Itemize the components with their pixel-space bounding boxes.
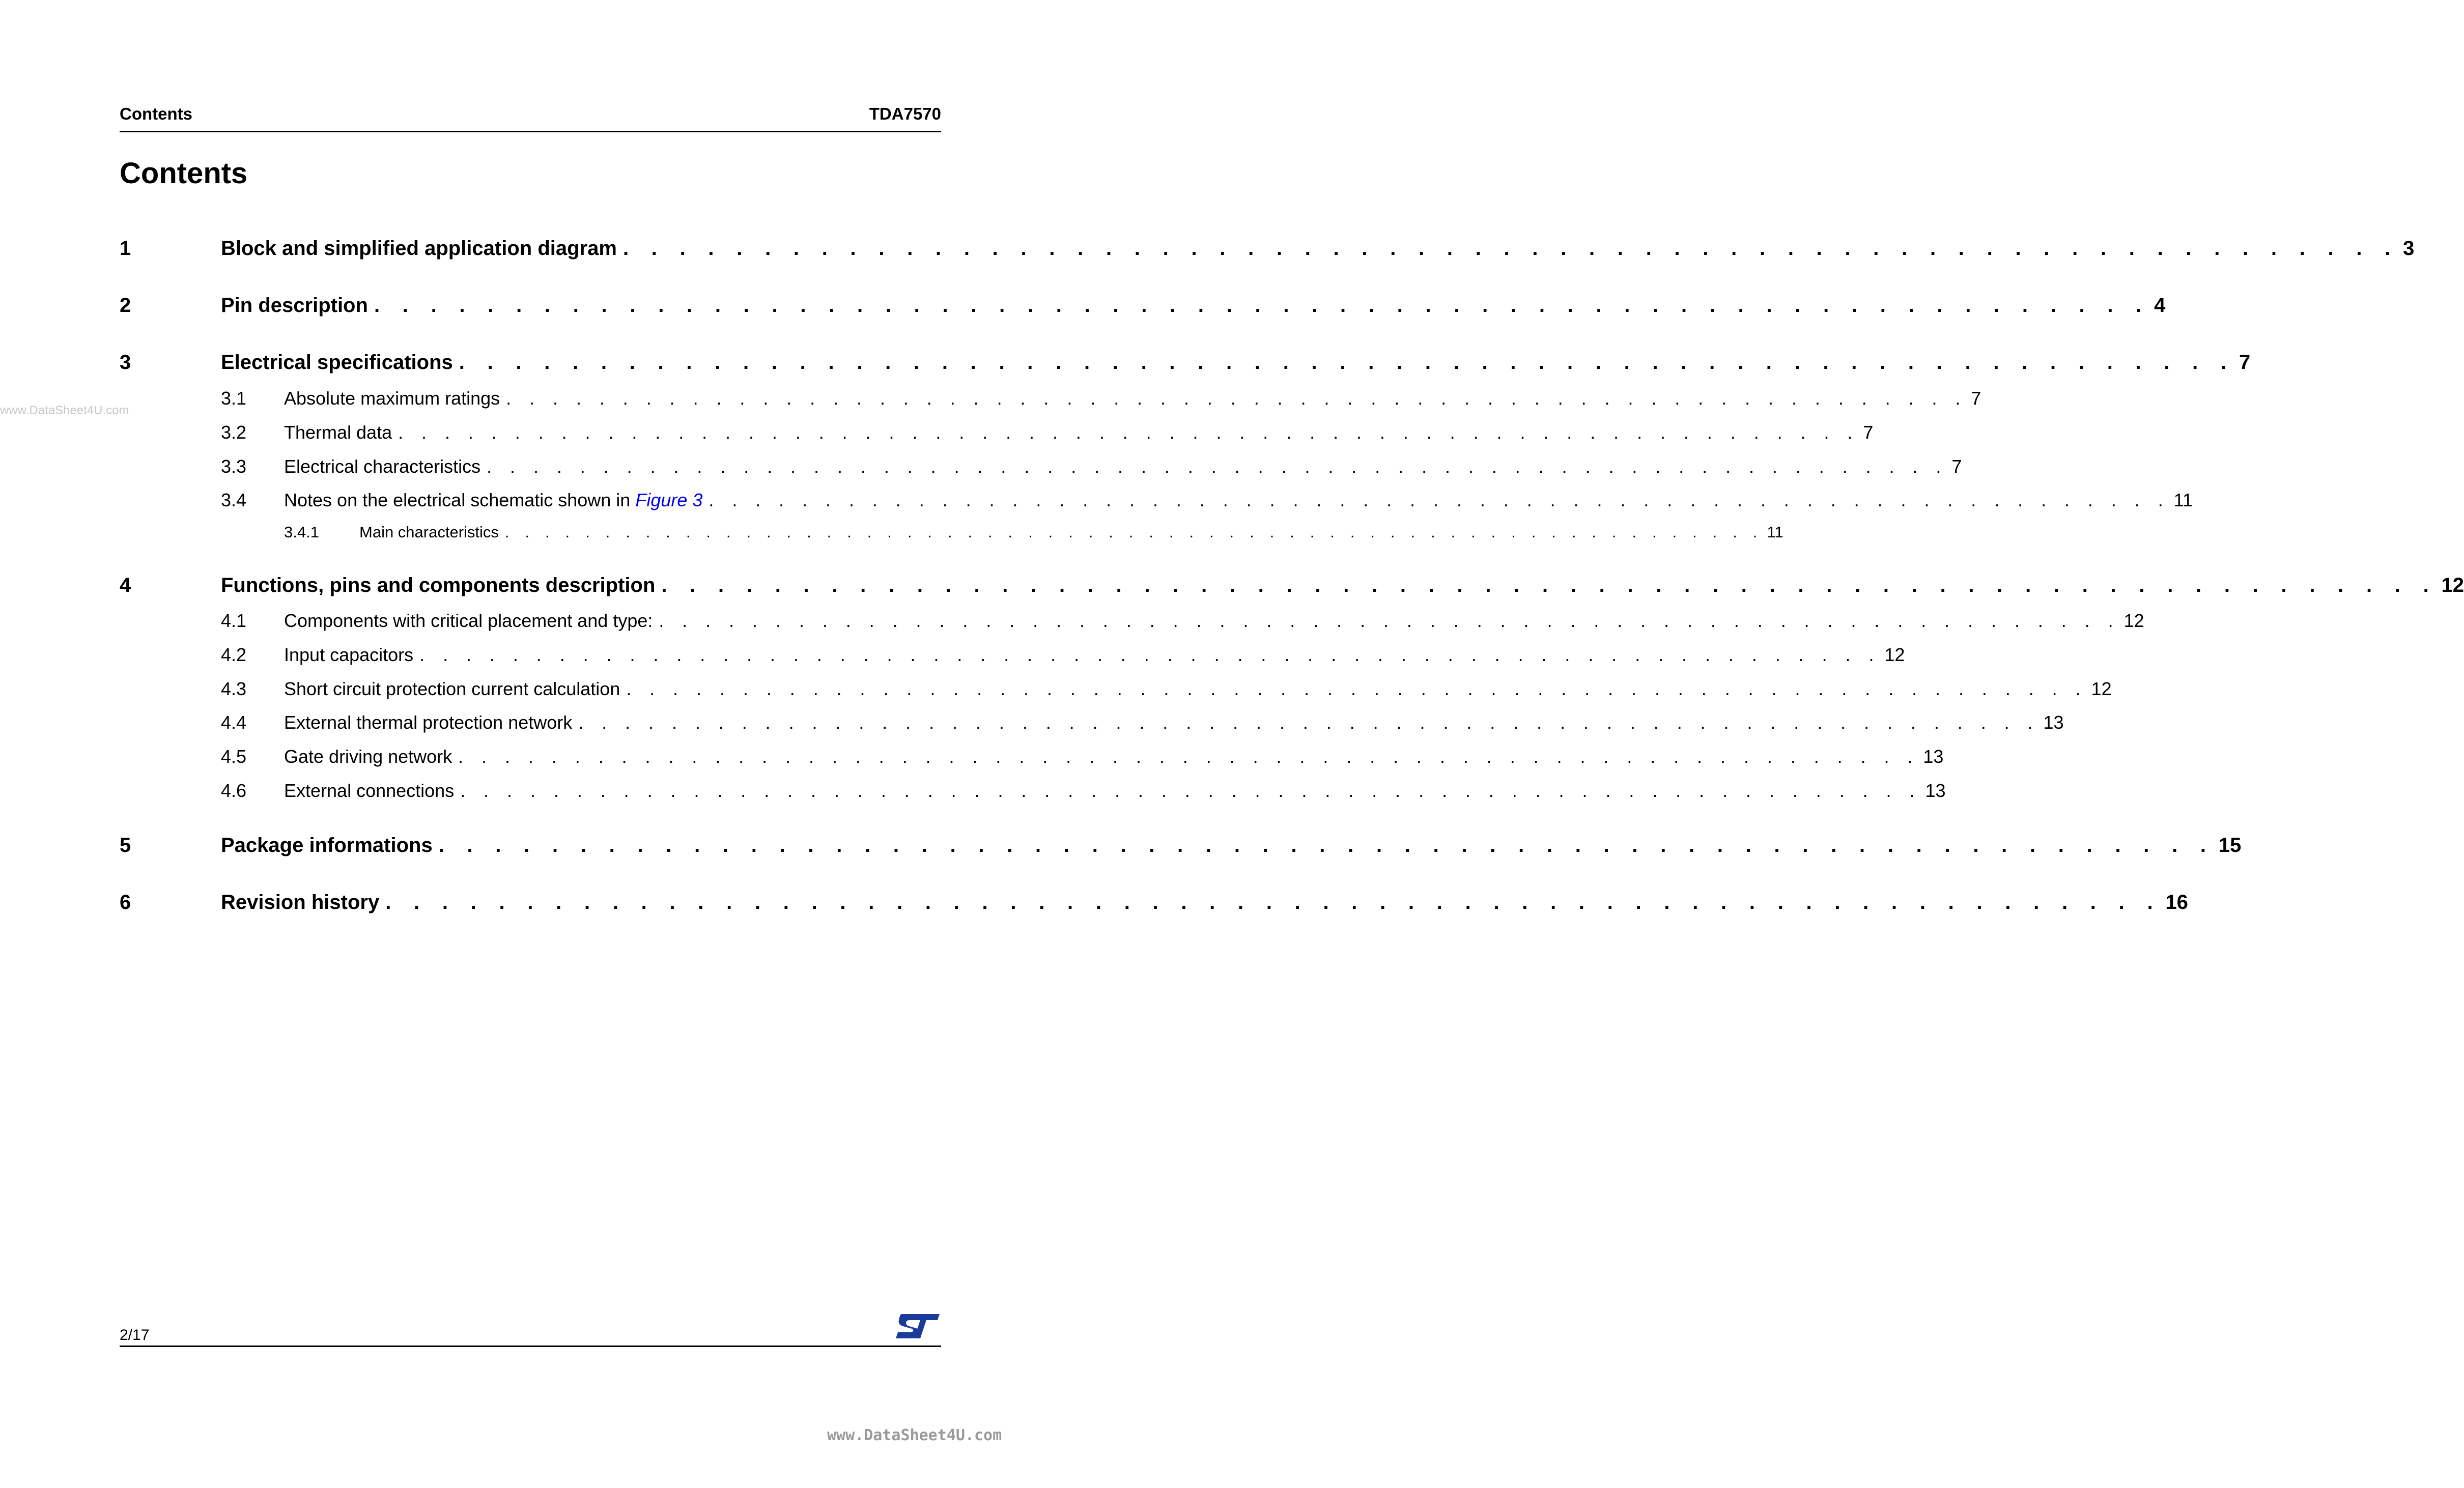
toc-page: 12: [2091, 678, 2112, 699]
toc-leader: . . . . . . . . . . . . . . . . . . . . . . . . . . . . . . . . . . . . . . . . . . . . . . . . . . . . . . . . . . . . . . .: [709, 490, 2170, 510]
toc-entry-4-1[interactable]: [120, 610, 2144, 636]
toc-number: 4: [120, 574, 131, 596]
toc-entry-3-4[interactable]: [120, 490, 2193, 515]
toc-leader: . . . . . . . . . . . . . . . . . . . . . . . . . . . . . . . . . . . . . . . . . . . . . . . . . . . . . . . . . . . . . . .: [459, 351, 2235, 374]
toc-leader: . . . . . . . . . . . . . . . . . . . . . . . . . . . . . . . . . . . . . . . . . . . . . . . . . . . . . . . . . . . . . . .: [659, 610, 2120, 631]
toc-number: 4.4: [221, 712, 247, 733]
toc-leader: . . . . . . . . . . . . . . . . . . . . . . . . . . . . . . . . . . . . . . . . . . . . . . . . . . . . . . . . . . . . . . .: [487, 456, 1948, 477]
toc-leader: . . . . . . . . . . . . . . . . . . . . . . . . . . . . . . . . . . . . . . . . . . . . . . . . . . . . . . . . . . . . . . .: [374, 294, 2150, 317]
toc-number: 4.1: [221, 610, 247, 631]
toc-number: 5: [120, 834, 131, 856]
toc-entry-6[interactable]: [120, 891, 2188, 919]
toc-number: 3.2: [221, 422, 247, 443]
toc-title: Electrical specifications: [221, 351, 453, 374]
toc-page: 7: [1971, 388, 1981, 409]
toc-title: Short circuit protection current calculation: [284, 678, 620, 699]
toc-leader: . . . . . . . . . . . . . . . . . . . . . . . . . . . . . . . . . . . . . . . . . . . . . . . . . . . . . . . . . . . . . . .: [385, 891, 2162, 913]
toc-page: 15: [2218, 834, 2242, 856]
header-rule: [120, 131, 941, 132]
toc-page: 13: [2043, 712, 2064, 733]
toc-page: 7: [1863, 422, 1874, 443]
toc-page: 3: [2403, 237, 2415, 260]
toc-leader: . . . . . . . . . . . . . . . . . . . . . . . . . . . . . . . . . . . . . . . . . . . . . . . . . . . . . . . . . . . . . . .: [506, 388, 1967, 409]
st-logo-shape: [896, 1314, 940, 1338]
toc-number: 4.3: [221, 678, 247, 699]
toc-title: Main characteristics: [359, 523, 499, 541]
toc-leader: . . . . . . . . . . . . . . . . . . . . . . . . . . . . . . . . . . . . . . . . . . . . . . . . . . . . . . . . . . . . . . .: [460, 780, 1921, 801]
toc-leader: . . . . . . . . . . . . . . . . . . . . . . . . . . . . . . . . . . . . . . . . . . . . . . . . . . . . . . . . . . . . . . .: [661, 574, 2438, 596]
toc-number: 3: [120, 351, 131, 374]
toc-leader: . . . . . . . . . . . . . . . . . . . . . . . . . . . . . . . . . . . . . . . . . . . . . . . . . . . . . . . . . . . . . . .: [578, 712, 2040, 733]
toc-entry-4-5[interactable]: [120, 746, 1944, 771]
toc-entry-3-2[interactable]: [120, 422, 1874, 447]
toc-leader: . . . . . . . . . . . . . . . . . . . . . . . . . . . . . . . . . . . . . . . . . . . . . . . . . . . . . . . . . . . . . . .: [622, 237, 2399, 260]
toc-page: 13: [1923, 746, 1944, 767]
toc-leader: . . . . . . . . . . . . . . . . . . . . . . . . . . . . . . . . . . . . . . . . . . . . . . . . . . . . . . . . . . . . . . .: [419, 644, 1881, 665]
toc-entry-3[interactable]: [120, 351, 2251, 379]
toc-entry-4-3[interactable]: [120, 678, 2112, 704]
page-number: 2/17: [120, 1327, 150, 1343]
toc-page: 11: [2173, 490, 2193, 510]
watermark-left: www.DataSheet4U.com: [0, 404, 129, 417]
toc-entry-4[interactable]: [120, 574, 2464, 602]
toc-number: 3.1: [221, 388, 247, 409]
toc-page: 12: [2123, 610, 2144, 631]
toc-entry-4-2[interactable]: [120, 644, 1905, 670]
toc-number: 6: [120, 891, 131, 913]
toc-title: External thermal protection network: [284, 712, 573, 733]
toc-title: Electrical characteristics: [284, 456, 481, 477]
toc-title: External connections: [284, 780, 455, 801]
running-header-section: Contents: [120, 104, 192, 123]
toc-title: Functions, pins and components description: [221, 574, 656, 596]
toc-entry-4-4[interactable]: [120, 712, 2064, 737]
toc-title-text: Notes on the electrical schematic shown in: [284, 490, 636, 510]
toc-page: 12: [2441, 574, 2464, 596]
toc-page: 12: [1884, 644, 1905, 665]
toc-title: Input capacitors: [284, 644, 414, 665]
running-header-part-number: TDA7570: [869, 104, 941, 123]
toc-number: 3.3: [221, 456, 247, 477]
toc-leader: . . . . . . . . . . . . . . . . . . . . . . . . . . . . . . . . . . . . . . . . . . . . . . . . . . . . . . . . . . . . . . .: [626, 678, 2087, 699]
toc-title: Absolute maximum ratings: [284, 388, 500, 409]
toc-title: Thermal data: [284, 422, 392, 443]
toc-entry-3-4-1[interactable]: [120, 523, 1783, 546]
toc-page: 16: [2165, 891, 2188, 913]
toc-page: 7: [2239, 351, 2251, 374]
toc-page: 7: [1951, 456, 1962, 477]
toc-page: 13: [1925, 780, 1946, 801]
toc-number: 4.5: [221, 746, 247, 767]
toc-page: 11: [1767, 523, 1783, 541]
toc-leader: . . . . . . . . . . . . . . . . . . . . . . . . . . . . . . . . . . . . . . . . . . . . . . . . . . . . . . . . . . . . . . .: [504, 523, 1763, 541]
st-logo-icon: [895, 1312, 941, 1340]
watermark-right: www.DataSheet4U.com: [827, 1426, 1002, 1444]
toc-title: Pin description: [221, 294, 368, 317]
page-title: Contents: [120, 157, 248, 190]
toc-leader: . . . . . . . . . . . . . . . . . . . . . . . . . . . . . . . . . . . . . . . . . . . . . . . . . . . . . . . . . . . . . . .: [438, 834, 2215, 856]
toc-entry-2[interactable]: [120, 294, 2166, 322]
toc-title: [284, 490, 709, 511]
toc-entry-1[interactable]: [120, 237, 2415, 265]
toc-entry-3-3[interactable]: [120, 456, 1962, 481]
toc-page: 4: [2154, 294, 2166, 317]
toc-number: 2: [120, 294, 131, 317]
toc-entry-5[interactable]: [120, 834, 2242, 862]
footer-rule: [120, 1346, 941, 1347]
toc-title: Components with critical placement and type:: [284, 610, 653, 631]
toc-leader: . . . . . . . . . . . . . . . . . . . . . . . . . . . . . . . . . . . . . . . . . . . . . . . . . . . . . . . . . . . . . . .: [398, 422, 1859, 443]
toc-title: Block and simplified application diagram: [221, 237, 617, 260]
toc-entry-4-6[interactable]: [120, 780, 1946, 806]
figure-3-link[interactable]: Figure 3: [635, 490, 703, 510]
toc-number: 1: [120, 237, 131, 260]
toc-number: 4.2: [221, 644, 247, 665]
toc-number: 3.4.1: [284, 523, 319, 541]
toc-number: 3.4: [221, 490, 247, 510]
toc-number: 4.6: [221, 780, 247, 801]
toc-leader: . . . . . . . . . . . . . . . . . . . . . . . . . . . . . . . . . . . . . . . . . . . . . . . . . . . . . . . . . . . . . . .: [458, 746, 1919, 767]
toc-title: Revision history: [221, 891, 380, 913]
toc-title: Package informations: [221, 834, 433, 856]
toc-entry-3-1[interactable]: [120, 388, 1981, 413]
toc-title: Gate driving network: [284, 746, 452, 767]
